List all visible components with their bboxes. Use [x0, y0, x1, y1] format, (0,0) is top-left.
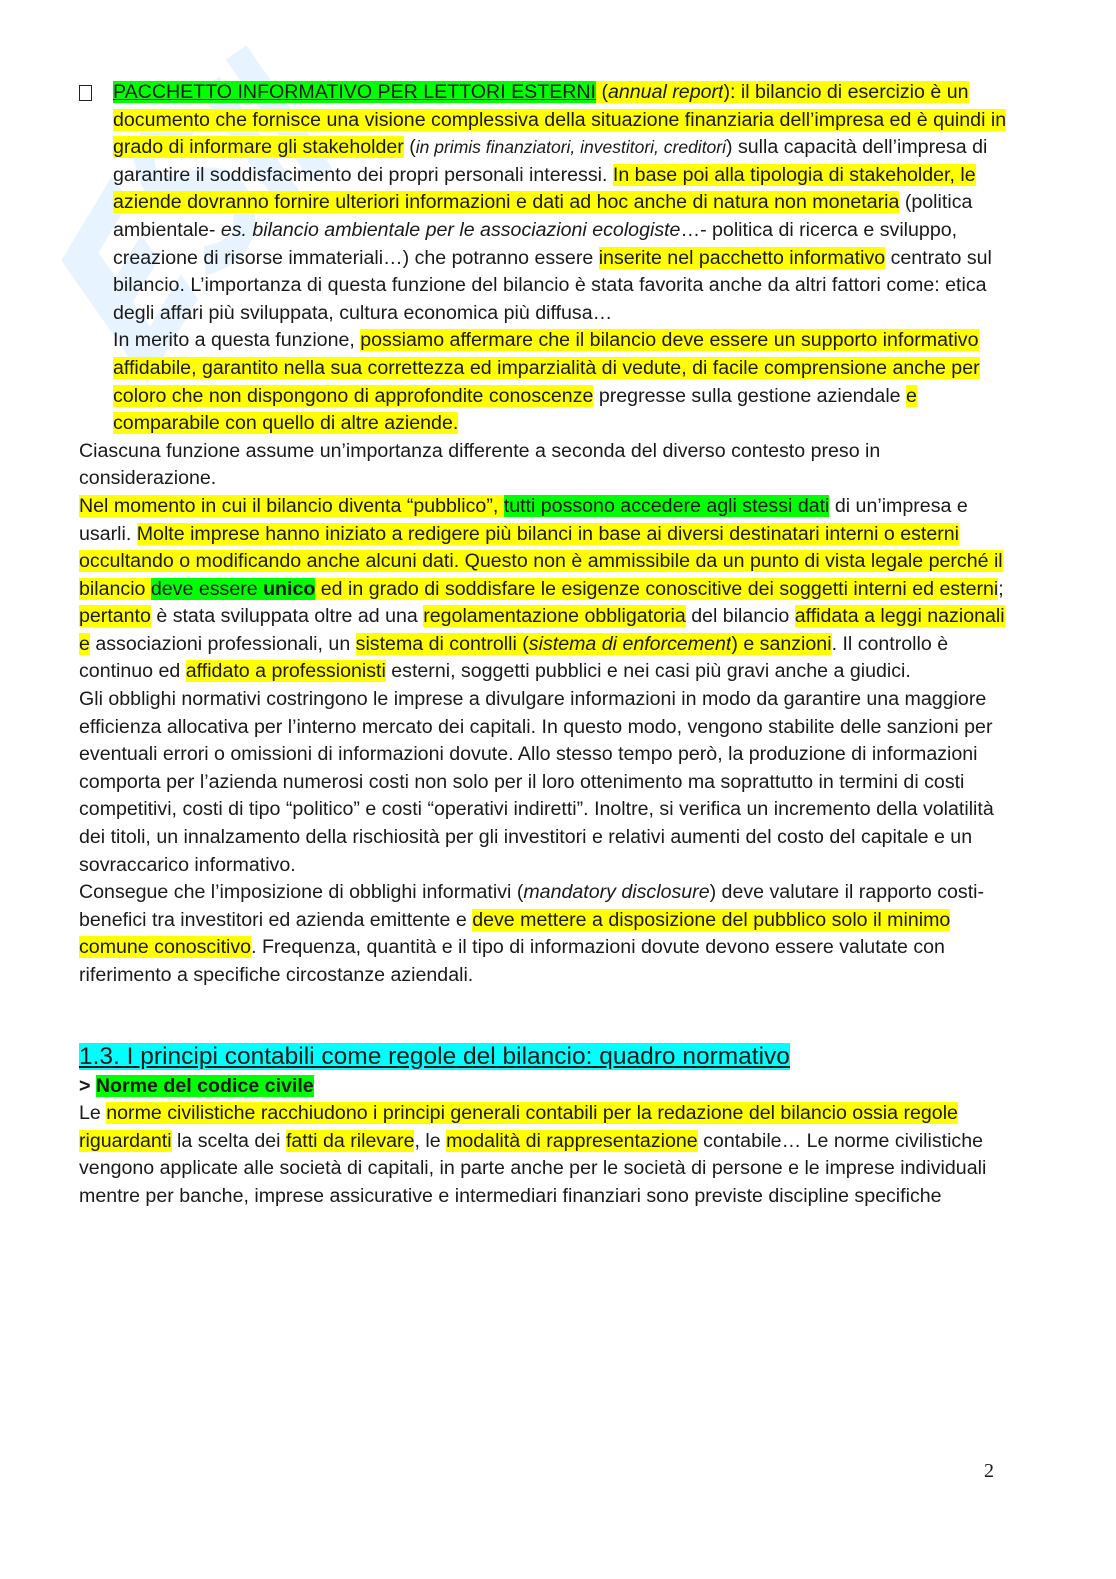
- text-span: (politica ambientale-: [113, 191, 973, 241]
- text-span: centrato sul bilancio. L’importanza di questa funzione del bilancio è stata favorita anche da altri fattori come: etica degli affari più sviluppata, cultura economica più diffusa…: [113, 246, 992, 324]
- text-span: . Il controllo è continuo ed: [79, 632, 949, 683]
- paragraph: [79, 1100, 1007, 1210]
- text-span: es. bilancio ambientale per le associazioni ecologiste: [220, 218, 681, 241]
- text-span: Consegue che l’imposizione di obblighi informativi (: [79, 881, 524, 904]
- text-span: , le: [414, 1129, 447, 1152]
- text-span: associazioni professionali, un: [89, 632, 356, 655]
- text-span: affidata a leggi nazionali: [794, 605, 1005, 628]
- text-span: esterni, soggetti pubblici e nei casi più gravi anche a giudici.: [385, 660, 911, 683]
- text-span: la scelta dei: [171, 1129, 286, 1152]
- text-span: ed in grado di soddisfare le esigenze conoscitive dei soggetti interni ed esterni: [315, 577, 999, 600]
- paragraph: [79, 493, 1007, 686]
- bullet-title: PACCHETTO INFORMATIVO PER LETTORI ESTERNI: [113, 81, 597, 103]
- text-span: In base poi alla tipologia di stakeholder, le aziende dovranno fornire ulteriori informazioni e dati ad hoc anche di natura non monetaria: [113, 163, 976, 214]
- text-span: ;: [998, 577, 1004, 600]
- bullet-item: [79, 79, 1007, 327]
- text-span: deve essere: [150, 577, 264, 600]
- page-number: 2: [984, 1460, 994, 1482]
- subheading-arrow: >: [79, 1074, 96, 1097]
- subheading: [79, 1073, 1007, 1101]
- text-span: unico: [263, 577, 316, 600]
- text-span: affidato a professionisti: [185, 660, 386, 683]
- text-span: è stata sviluppata oltre ad una: [150, 605, 424, 628]
- text-span: Molte imprese hanno iniziato a redigere più bilanci in base ai diversi destinatari interni o esterni occultando o modificando anche alcuni dati. Questo non è ammissibile da un punto di vista legale perché il bilancio: [79, 522, 1003, 600]
- text-span: norme civilistiche racchiudono i principi generali contabili per la redazione del bilancio ossia regole riguardanti: [79, 1102, 958, 1152]
- text-span: annual report: [607, 81, 724, 103]
- section-heading-text: 1.3. I principi contabili come regole del bilancio: quadro normativo: [79, 1042, 790, 1070]
- paragraph: [79, 879, 1007, 989]
- section-heading: [79, 1042, 1007, 1072]
- text-span: mandatory disclosure: [523, 881, 710, 904]
- text-span: possiamo affermare che il bilancio deve essere un supporto informativo affidabile, garantito nella sua correttezza ed imparzialità di vedute, di facile comprensione anche per coloro che non dispongono di approfondite conoscenze: [113, 329, 980, 407]
- text-span: tutti possono accedere agli stessi dati: [503, 494, 830, 517]
- text-span: modalità di rappresentazione: [446, 1129, 698, 1152]
- paragraph: Gli obblighi normativi costringono le imprese a divulgare informazioni in modo da garantire una maggiore efficienza allocativa per l’interno mercato dei capitali. In questo modo, vengono stabilite delle sanzioni per eventuali errori o omissioni di informazioni dovute. Allo stesso tempo però, la produzione di informazioni comporta per l’azienda numerosi costi non solo per il loro ottenimento ma soprattutto in termini di costi competitivi, costi di tipo “politico” e costi “operativi indiretti”. Inoltre, si verifica un incremento della volatilità dei titoli, un innalzamento della rischiosità per gli investitori e relativi aumenti del costo del capitale e un sovraccarico informativo.: [79, 688, 994, 876]
- text-span: inserite nel pacchetto informativo: [598, 246, 886, 269]
- text-span: fatti da rilevare: [285, 1129, 415, 1152]
- text-span: di un’impresa e usarli.: [79, 494, 968, 545]
- text-span: In merito a questa funzione,: [113, 329, 361, 352]
- text-span: del bilancio: [685, 605, 795, 628]
- text-span: pregresse sulla gestione aziendale: [593, 384, 907, 407]
- text-span: e comparabile con quello di altre aziende.: [113, 384, 917, 435]
- text-span: deve mettere a disposizione del pubblico solo il minimo comune conoscitivo: [79, 908, 951, 959]
- text-span: sistema di enforcement: [528, 632, 732, 655]
- text-span: ) sulla capacità dell’impresa di garantire il soddisfacimento dei propri personali interessi.: [113, 136, 988, 186]
- checkbox-bullet-icon: [79, 85, 92, 101]
- text-span: e: [79, 632, 90, 655]
- text-span: contabile… Le norme civilistiche vengono applicate alle società di capitali, in parte anche per le società di persone e le imprese individuali mentre per banche, imprese assicurative e intermediari finanziari sono previste discipline specifiche: [79, 1129, 987, 1207]
- document-page: [79, 79, 1007, 1211]
- bullet-paragraph-2: [79, 327, 1007, 437]
- text-span: …- politica di ricerca e sviluppo, creazione di risorse immateriali…) che potranno essere: [113, 218, 958, 269]
- paragraph: Ciascuna funzione assume un’importanza differente a seconda del diverso contesto preso in considerazione.: [79, 439, 881, 490]
- text-span: in primis finanziatori, investitori, creditori: [415, 137, 727, 158]
- text-span: Nel momento in cui il bilancio diventa “pubblico”,: [79, 494, 504, 517]
- text-span: ) deve valutare il rapporto costi-benefici tra investitori ed azienda emittente e: [79, 881, 985, 931]
- text-span: regolamentazione obbligatoria: [423, 605, 686, 628]
- text-span: Le: [79, 1102, 107, 1125]
- text-span: ): il bilancio di esercizio è un documento che fornisce una visione complessiva della situazione finanziaria dell’impresa ed è quindi in grado di informare gli stakeholder: [113, 81, 1007, 159]
- subheading-text: Norme del codice civile: [95, 1074, 314, 1097]
- text-span: pertanto: [79, 605, 151, 628]
- text-span: . Frequenza, quantità e il tipo di informazioni dovute devono essere valutate con riferimento a specifiche circostanze aziendali.: [79, 936, 945, 986]
- text-span: (: [403, 136, 416, 159]
- text-span: ) e sanzioni: [731, 632, 832, 655]
- text-span: (: [596, 81, 608, 103]
- text-span: sistema di controlli (: [355, 632, 529, 655]
